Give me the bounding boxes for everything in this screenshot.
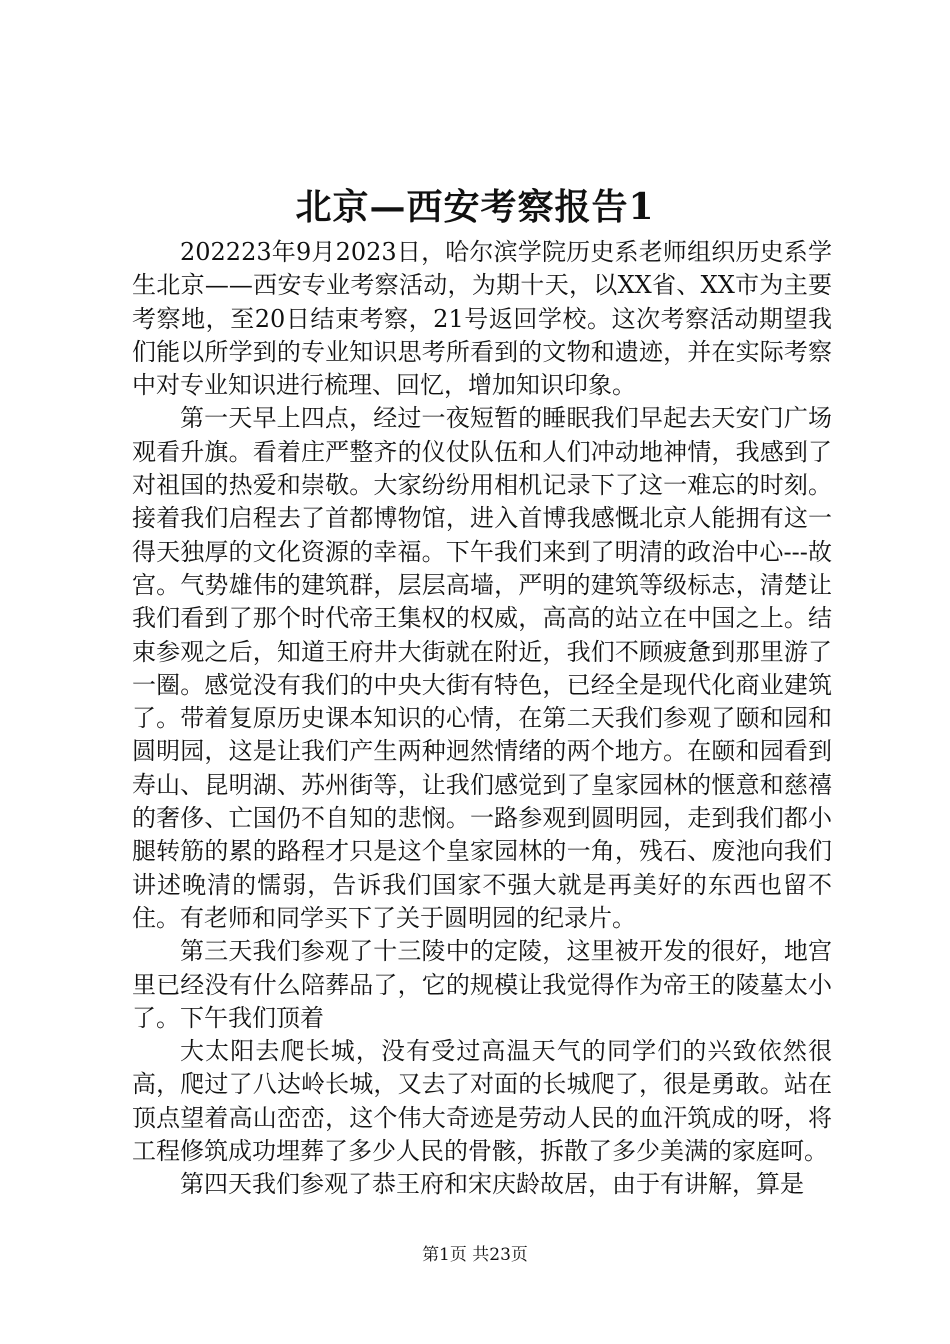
paragraph-2: 第一天早上四点，经过一夜短暂的睡眠我们早起去天安门广场观看升旗。看着庄严整齐的仪仗队伍和人们冲动地神情，我感到了对祖国的热爱和崇敬。大家纷纷用相机记录下了这一难忘的时刻。接着我们启程去了首都博物馆，进入首博我感慨北京人能拥有这一得天独厚的文化资源的幸福。下午我们来到了明清的政治中心---故宫。气势雄伟的建筑群，层层高墙，严明的建筑等级标志，清楚让我们看到了那个时代帝王集权的权威，高高的站立在中国之上。结束参观之后，知道王府井大街就在附近，我们不顾疲惫到那里游了一圈。感觉没有我们的中央大街有特色，已经全是现代化商业建筑了。带着复原历史课本知识的心情，在第二天我们参观了颐和园和圆明园，这是让我们产生两种迥然情绪的两个地方。在颐和园看到寿山、昆明湖、苏州街等，让我们感觉到了皇家园林的惬意和慈禧的奢侈、亡国仍不自知的悲悯。一路参观到圆明园，走到我们都小腿转筋的累的路程才只是这个皇家园林的一角，残石、废池向我们讲述晚清的懦弱，告诉我们国家不强大就是再美好的东西也留不住。有老师和同学买下了关于圆明园的纪录片。 [132, 404, 832, 932]
page-number-footer: 第1页 共23页 [422, 1245, 528, 1265]
paragraph-4: 大太阳去爬长城，没有受过高温天气的同学们的兴致依然很高，爬过了八达岭长城，又去了对面的长城爬了，很是勇敢。站在顶点望着高山峦峦，这个伟大奇迹是劳动人民的血汗筑成的呀，将工程修筑成功埋葬了多少人民的骨骸，拆散了多少美满的家庭呵。 [132, 1037, 832, 1166]
paragraph-1: 202223年9月2023日，哈尔滨学院历史系老师组织历史系学生北京——西安专业考察活动，为期十天，以XX省、XX市为主要考察地，至20日结束考察，21号返回学校。这次考察活动期望我们能以所学到的专业知识思考所看到的文物和遗迹，并在实际考察中对专业知识进行梳理、回忆，增加知识印象。 [132, 238, 832, 400]
document-body [132, 236, 832, 1202]
paragraph-3: 第三天我们参观了十三陵中的定陵，这里被开发的很好，地宫里已经没有什么陪葬品了，它的规模让我觉得作为帝王的陵墓太小了。下午我们顶着 [132, 937, 832, 1032]
paragraph-5: 第四天我们参观了恭王府和宋庆龄故居，由于有讲解，算是 [180, 1170, 804, 1199]
document-title: 北京—西安考察报告1 [295, 186, 655, 228]
